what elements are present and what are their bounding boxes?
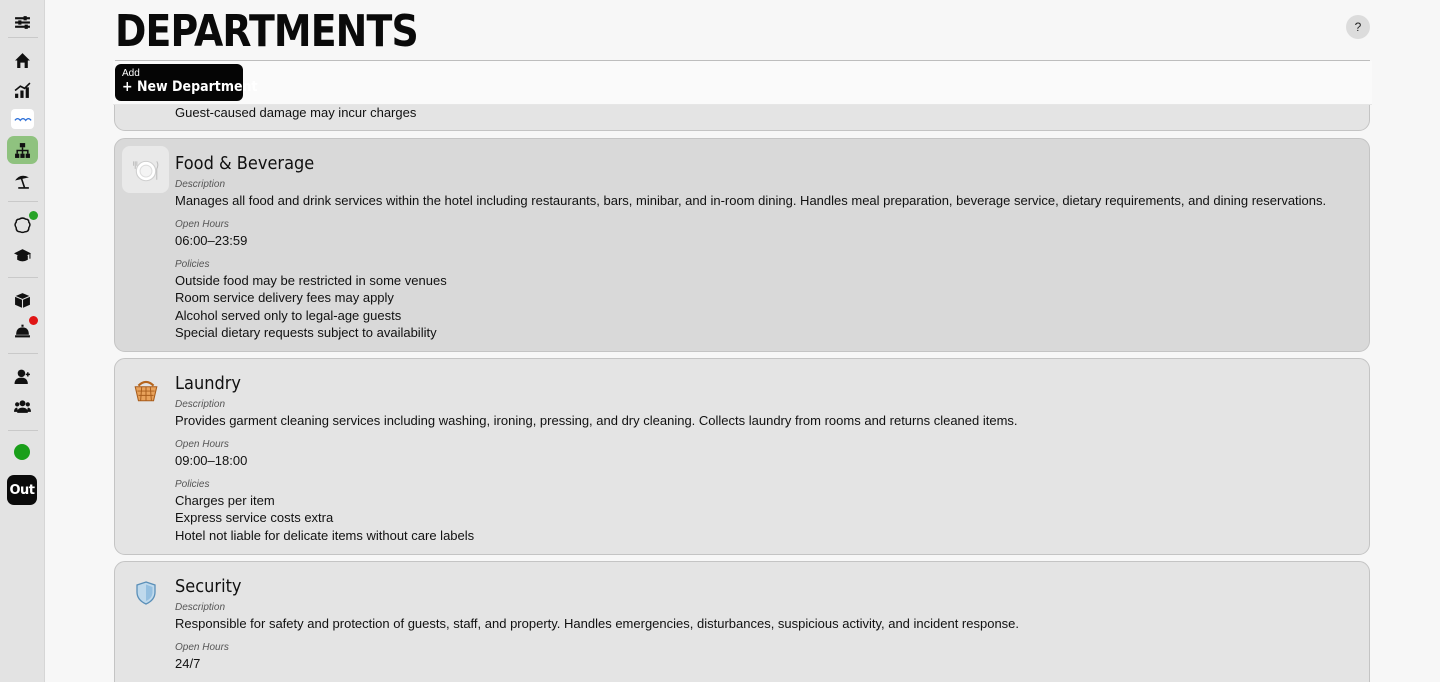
description-label: Description: [175, 602, 226, 613]
sidebar-divider: [8, 353, 38, 354]
sidebar-item-home[interactable]: [7, 46, 38, 74]
home-icon: [14, 52, 31, 69]
department-description: Responsible for safety and protection of guests, staff, and property. Handles emergencies, disturbances, suspicious activity, and incident response.: [175, 616, 1020, 631]
department-description: Manages all food and drink services within the hotel including restaurants, bars, minibar, and in-room dining. Handles meal preparation, beverage service, dietary requirements, and dining reservations.: [175, 193, 1327, 208]
sidebar-item-staff[interactable]: [7, 392, 38, 420]
sidebar-item-analytics[interactable]: [7, 76, 38, 104]
basket-icon: [122, 366, 169, 413]
sidebar-divider: [8, 37, 38, 38]
department-card-food-beverage[interactable]: [114, 138, 1370, 352]
menu-toggle-button[interactable]: [7, 8, 38, 36]
chart-icon: [14, 82, 31, 99]
policy-item: Express service costs extra: [175, 510, 334, 526]
policy-item: Hotel not liable for delicate items without care labels: [175, 527, 475, 543]
policies-label: Policies: [175, 259, 210, 270]
department-description: Provides garment cleaning services including washing, ironing, pressing, and dry cleaning. Collects laundry from rooms and returns cleaned items.: [175, 413, 1018, 428]
policy-item: Outside food may be restricted in some venues: [175, 273, 447, 288]
plate-icon: [122, 146, 169, 193]
sidebar-item-hotel-logo[interactable]: [11, 109, 34, 129]
open-hours-value: 06:00–23:59: [175, 233, 248, 248]
sidebar-item-beach[interactable]: [7, 166, 38, 194]
org-chart-icon: [14, 142, 31, 159]
description-label: Description: [175, 179, 226, 190]
add-button-label: + New Department: [122, 79, 258, 95]
policies-list: [175, 492, 474, 544]
graduation-cap-icon: [14, 247, 31, 264]
brain-icon: [14, 217, 31, 234]
open-hours-value: 09:00–18:00: [175, 453, 248, 468]
logout-button[interactable]: Out: [7, 475, 37, 505]
policy-item: Charges per item: [175, 493, 275, 508]
sidebar-divider: [8, 201, 38, 202]
notification-badge: [29, 211, 38, 220]
policy-item: Guest-caused damage may incur charges: [175, 105, 417, 120]
departments-list[interactable]: [113, 61, 1372, 682]
sidebar: [0, 0, 45, 682]
help-button[interactable]: ?: [1346, 15, 1370, 39]
logo-icon: [14, 115, 32, 124]
umbrella-icon: [14, 172, 31, 189]
department-title: Food & Beverage: [175, 153, 315, 174]
hours-label: Open Hours: [175, 219, 229, 230]
sidebar-item-departments[interactable]: [7, 136, 38, 164]
sliders-icon: [14, 14, 31, 31]
sidebar-item-training[interactable]: [7, 241, 38, 269]
hours-label: Open Hours: [175, 439, 229, 450]
sidebar-item-service-requests[interactable]: [7, 316, 38, 344]
sidebar-item-inventory[interactable]: [7, 286, 38, 314]
policies-list: [175, 272, 447, 341]
sidebar-item-user-add[interactable]: [7, 362, 38, 390]
notification-badge: [29, 316, 38, 325]
policy-item: Special dietary requests subject to availability: [175, 324, 437, 340]
online-status-indicator: [14, 444, 30, 460]
sidebar-item-ai-brain[interactable]: [7, 211, 38, 239]
hours-label: Open Hours: [175, 642, 229, 653]
department-card-laundry[interactable]: [114, 358, 1370, 555]
department-title: Laundry: [175, 373, 242, 394]
shield-icon: [122, 569, 169, 616]
policy-item: Alcohol served only to legal-age guests: [175, 307, 402, 323]
sidebar-divider: [8, 277, 38, 278]
add-button-caption: Add: [122, 68, 140, 79]
page-title: DEPARTMENTS: [115, 6, 418, 57]
toolbar: [113, 61, 1372, 105]
policy-item: Room service delivery fees may apply: [175, 290, 394, 306]
users-icon: [14, 398, 31, 415]
description-label: Description: [175, 399, 226, 410]
add-department-button[interactable]: [115, 64, 258, 101]
sidebar-divider: [8, 430, 38, 431]
policies-label: Policies: [175, 479, 210, 490]
box-icon: [14, 292, 31, 309]
department-title: Security: [175, 576, 242, 597]
bell-icon: [14, 322, 31, 339]
user-icon: [14, 368, 31, 385]
open-hours-value: 24/7: [175, 656, 201, 671]
department-card-security[interactable]: [114, 561, 1370, 682]
